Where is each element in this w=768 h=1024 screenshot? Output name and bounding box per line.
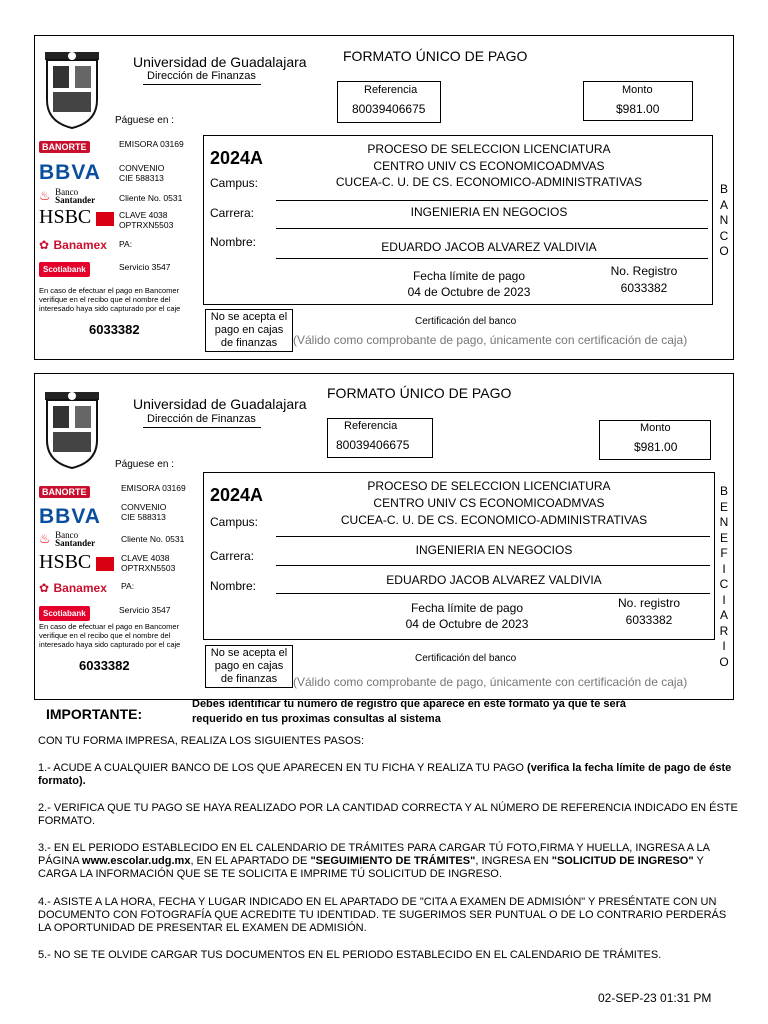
name-value: EDUARDO JACOB ALVAREZ VALDIVIA [386,573,602,587]
name-value: EDUARDO JACOB ALVAREZ VALDIVIA [381,240,597,254]
university-crest-icon [41,386,103,470]
deadline-label: Fecha límite de pago [412,269,526,283]
campus-label: Campus: [210,515,259,529]
registration-label: No. Registro [610,264,678,278]
reference-box [327,418,433,458]
bancomer-note: En caso de efectuar el pago en Bancomer verifique en el recibo que el nombre del interesado haya sido capturado por el caje [39,286,181,313]
banamex-logo [39,579,107,597]
banorte-name: BANORTE [39,141,90,153]
period: 2024A [210,485,264,505]
no-accept-box: No se acepta el pago en cajas de finanzas [205,309,293,352]
banorte-logo [39,137,90,155]
banamex-icon: ✿ [39,238,50,252]
bbva-info-1: CONVENIO [121,502,167,512]
important-line-2: requerido en tus proximas consultas al sistema [192,713,441,725]
process-line-1: PROCESO DE SELECCION LICENCIATURA [367,479,611,493]
valid-note: (Válido como comprobante de pago, únicamente con certificación de caja) [293,333,688,347]
university-name: Universidad de Guadalajara [133,396,307,412]
bancomer-note: En caso de efectuar el pago en Bancomer verifique en el recibo que el nombre del interesado haya sido capturado por el caje [39,622,181,649]
bank-certification-label: Certificación del banco [415,316,517,327]
registration-number-large: 6033382 [79,658,130,673]
registration-label: No. registro [617,596,681,610]
career-value: INGENIERIA EN NEGOCIOS [410,205,568,219]
side-label-beneficiario: B E N E F I C I A R I O [719,484,729,669]
university-name: Universidad de Guadalajara [133,54,307,70]
valid-note: (Válido como comprobante de pago, únicamente con certificación de caja) [293,675,688,689]
campus-value: CUCEA-C. U. DE CS. ECONOMICO-ADMINISTRATIVAS [335,175,643,189]
registration-value: 6033382 [625,613,673,627]
santander-name-2: Santander [55,537,96,548]
bbva-info-2: CIE 588313 [119,173,164,183]
scotiabank-info: Servicio 3547 [119,605,171,615]
banamex-info: PA: [121,581,135,591]
registration-value: 6033382 [620,281,668,295]
reference-value: 80039406675 [352,102,426,116]
step-4: 4.- ASISTE A LA HORA, FECHA Y LUGAR INDICADO EN EL APARTADO DE "CITA A EXAMEN DE ADMISIÓN" Y PRESÉNTATE CON UN DOCUMENTO CON FOTOGRAFÍA QUE ACREDITE TU IDENTIDAD. TE SUGERIMOS SER PUNTUAL O DE LO CONTRARIO PERDERÁS LA OPORTUNIDAD DE PRESENTAR EL EXAMEN DE ADMISIÓN. [38,896,727,934]
scotiabank-name: Scotiabank [39,262,90,277]
escolar-link[interactable]: www.escolar.udg.mx [82,855,191,867]
deadline-label: Fecha límite de pago [410,601,524,615]
reference-value: 80039406675 [336,438,410,452]
department-name: Dirección de Finanzas [147,413,256,425]
santander-info: Cliente No. 0531 [121,534,185,544]
process-line-1: PROCESO DE SELECCION LICENCIATURA [367,142,611,156]
hsbc-hexagon-icon [96,212,114,226]
name-label: Nombre: [210,235,257,249]
period: 2024A [210,148,264,168]
bbva-logo: BBVA [39,505,101,528]
banamex-name: Banamex [53,581,107,595]
hsbc-logo [39,206,114,229]
deadline-value: 04 de Octubre de 2023 [405,617,529,631]
scotiabank-logo [39,259,90,277]
hsbc-hexagon-icon [96,557,114,571]
bbva-info-1: CONVENIO [119,163,165,173]
scotiabank-logo [39,603,90,621]
amount-label: Monto [622,84,653,96]
step-1: 1.- ACUDE A CUALQUIER BANCO DE LOS QUE APARECEN EN TU FICHA Y REALIZA TU PAGO (verifica la fecha límite de pago de éste formato). [38,762,732,787]
santander-info: Cliente No. 0531 [119,193,183,203]
reference-box [337,81,441,123]
bbva-info-2: CIE 588313 [121,512,166,522]
hsbc-info-2: OPTRXN5503 [119,220,174,230]
career-label: Carrera: [210,206,255,220]
campus-label: Campus: [210,176,259,190]
details-box [203,135,713,305]
hsbc-info-1: CLAVE 4038 [119,210,168,220]
bank-certification-label: Certificación del banco [415,653,517,664]
step-2: 2.- VERIFICA QUE TU PAGO SE HAYA REALIZADO POR LA CANTIDAD CORRECTA Y AL NÚMERO DE REFERENCIA INDICADO EN ÉSTE FORMATO. [38,802,738,827]
payable-at-label: Páguese en : [115,115,174,126]
side-label-banco: B A N C O [719,182,729,258]
steps-intro: CON TU FORMA IMPRESA, REALIZA LOS SIGUIENTES PASOS: [38,735,364,747]
santander-name-1: Banco [55,186,79,197]
santander-flame-icon: ♨ [39,188,51,203]
details-box [203,472,715,640]
santander-flame-icon: ♨ [39,531,51,546]
banorte-info: EMISORA 03169 [119,139,184,149]
amount-label: Monto [640,422,671,434]
hsbc-info-1: CLAVE 4038 [121,553,170,563]
banamex-name: Banamex [53,238,107,252]
process-line-2: CENTRO UNIV CS ECONOMICOADMVAS [373,159,605,173]
banorte-name: BANORTE [39,486,90,498]
amount-box [583,81,693,121]
no-accept-box: No se acepta el pago en cajas de finanzas [205,645,293,688]
career-value: INGENIERIA EN NEGOCIOS [415,543,573,557]
banamex-info: PA: [119,239,133,249]
reference-label: Referencia [344,420,398,432]
payment-slip-beneficiary [34,373,734,700]
payment-slip-bank [34,35,734,360]
banamex-icon: ✿ [39,581,50,595]
step-3: 3.- EN EL PERIODO ESTABLECIDO EN EL CALENDARIO DE TRÁMITES PARA CARGAR TÚ FOTO,FIRMA Y HUELLA, INGRESA A LA PÁGINA www.escolar.udg.mx, EN EL APARTADO DE "SEGUIMIENTO DE TRÁMITES", INGRESA EN "SOLICITUD DE INGRESO" Y CARGA LA INFORMACIÓN QUE SE TE SOLICITA E IMPRIME TÚ SOLICITUD DE INGRESO. [38,842,710,880]
santander-logo [39,187,95,205]
banorte-logo [39,482,90,500]
amount-value: $981.00 [634,440,678,454]
process-line-2: CENTRO UNIV CS ECONOMICOADMVAS [373,496,605,510]
santander-name-2: Santander [55,194,96,205]
deadline-value: 04 de Octubre de 2023 [407,285,531,299]
hsbc-logo [39,551,114,574]
name-label: Nombre: [210,579,257,593]
amount-box [599,420,711,460]
scotiabank-info: Servicio 3547 [119,262,171,272]
registration-number-large: 6033382 [89,322,140,337]
scotiabank-name: Scotiabank [39,606,90,621]
form-title: FORMATO ÚNICO DE PAGO [327,385,512,401]
reference-label: Referencia [364,84,418,96]
university-crest-icon [41,46,103,130]
form-title: FORMATO ÚNICO DE PAGO [343,48,528,64]
banorte-info: EMISORA 03169 [121,483,186,493]
campus-value: CUCEA-C. U. DE CS. ECONOMICO-ADMINISTRATIVAS [340,513,648,527]
print-timestamp: 02-SEP-23 01:31 PM [598,991,712,1005]
department-name: Dirección de Finanzas [147,70,256,82]
career-label: Carrera: [210,549,255,563]
banamex-logo [39,236,107,254]
santander-name-1: Banco [55,529,79,540]
hsbc-name: HSBC [39,206,92,228]
santander-logo [39,530,95,548]
hsbc-name: HSBC [39,551,92,573]
amount-value: $981.00 [616,102,660,116]
hsbc-info-2: OPTRXN5503 [121,563,176,573]
step-5: 5.- NO SE TE OLVIDE CARGAR TUS DOCUMENTOS EN EL PERIODO ESTABLECIDO EN EL CALENDARIO DE TRÁMITES. [38,949,662,961]
bbva-logo: BBVA [39,161,101,184]
important-line-1: Debes identificar tu número de registro que aparece en este formato ya que te será [192,698,627,710]
important-label: IMPORTANTE: [46,706,143,722]
payable-at-label: Páguese en : [115,459,174,470]
